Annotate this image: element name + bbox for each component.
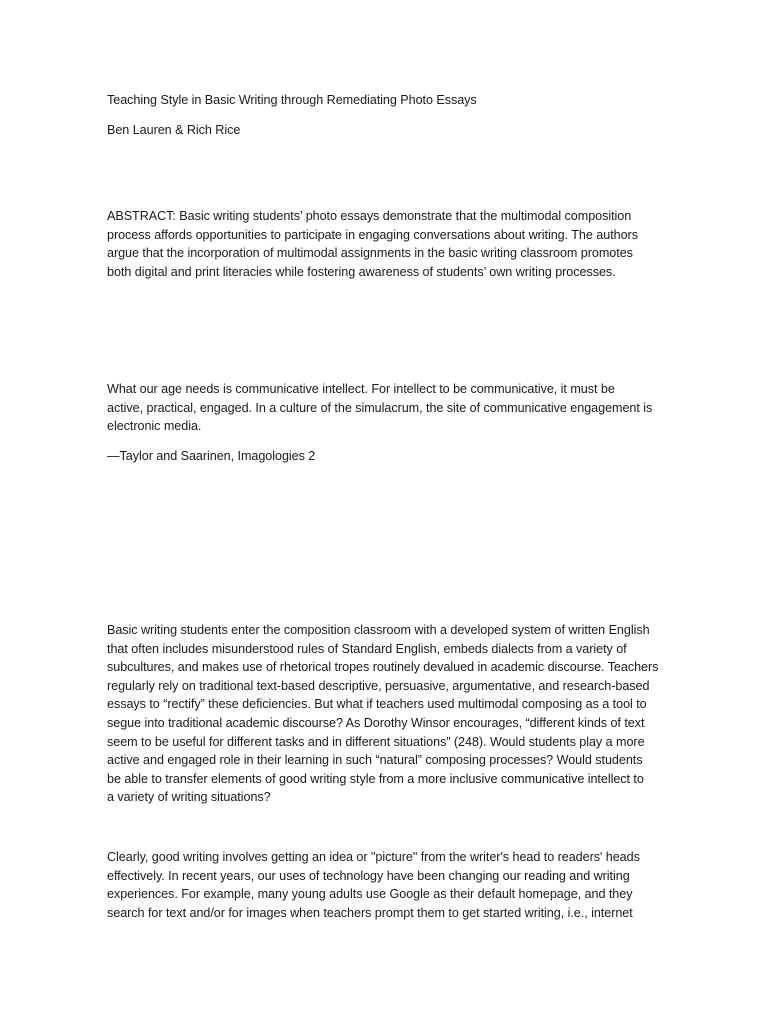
document-title bbox=[107, 91, 667, 110]
paragraph-line: experiences. For example, many young adults use Google as their default homepage, and they bbox=[107, 887, 633, 902]
paragraph-line: active and engaged role in their learning in such “natural” composing processes? Would students bbox=[107, 753, 643, 768]
paragraph-line: essays to “rectify” these deficiencies. But what if teachers used multimodal composing as a tool to bbox=[107, 697, 647, 712]
epigraph-line: What our age needs is communicative intellect. For intellect to be communicative, it must be bbox=[107, 382, 615, 396]
epigraph-quote bbox=[107, 380, 667, 436]
paragraph-line: Basic writing students enter the composition classroom with a developed system of written English bbox=[107, 623, 650, 637]
paragraph-line: a variety of writing situations? bbox=[107, 790, 271, 805]
paragraph-line: search for text and/or for images when teachers prompt them to get started writing, i.e., internet bbox=[107, 905, 633, 920]
title-line: Teaching Style in Basic Writing through Remediating Photo Essays bbox=[107, 93, 477, 107]
attribution-line: —Taylor and Saarinen, Imagologies 2 bbox=[107, 449, 316, 463]
paragraph-line: that often includes misunderstood rules of Standard English, embeds dialects from a variety of bbox=[107, 641, 627, 656]
abstract-line: both digital and print literacies while fostering awareness of students’ own writing processes. bbox=[107, 264, 616, 279]
paragraph-line: effectively. In recent years, our uses of technology have been changing our reading and writing bbox=[107, 868, 630, 883]
paragraph-line: regularly rely on traditional text-based descriptive, persuasive, argumentative, and research-based bbox=[107, 678, 650, 693]
epigraph-line: electronic media. bbox=[107, 419, 202, 434]
paragraph-line: Clearly, good writing involves getting an idea or "picture" from the writer's head to readers' heads bbox=[107, 850, 640, 864]
paragraph-line: segue into traditional academic discourse? As Dorothy Winsor encourages, “different kinds of text bbox=[107, 715, 645, 730]
paragraph-line: subcultures, and makes use of rhetorical tropes routinely devalued in academic discourse. Teachers bbox=[107, 660, 659, 675]
abstract-line: argue that the incorporation of multimodal assignments in the basic writing classroom promotes bbox=[107, 246, 633, 261]
abstract-line: ABSTRACT: Basic writing students’ photo essays demonstrate that the multimodal composition bbox=[107, 209, 632, 223]
document-authors bbox=[107, 121, 667, 140]
paragraph-line: seem to be useful for different tasks and in different situations” (248). Would students play a more bbox=[107, 734, 645, 749]
epigraph-attribution bbox=[107, 447, 667, 466]
epigraph-line: active, practical, engaged. In a culture of the simulacrum, the site of communicative engagement is bbox=[107, 400, 653, 415]
body-paragraph-2 bbox=[107, 848, 667, 922]
body-paragraph-1 bbox=[107, 621, 667, 807]
abstract-line: process affords opportunities to participate in engaging conversations about writing. The authors bbox=[107, 227, 638, 242]
abstract-paragraph bbox=[107, 207, 667, 281]
paragraph-line: be able to transfer elements of good writing style from a more inclusive communicative intellect to bbox=[107, 771, 644, 786]
authors-line: Ben Lauren & Rich Rice bbox=[107, 123, 241, 137]
